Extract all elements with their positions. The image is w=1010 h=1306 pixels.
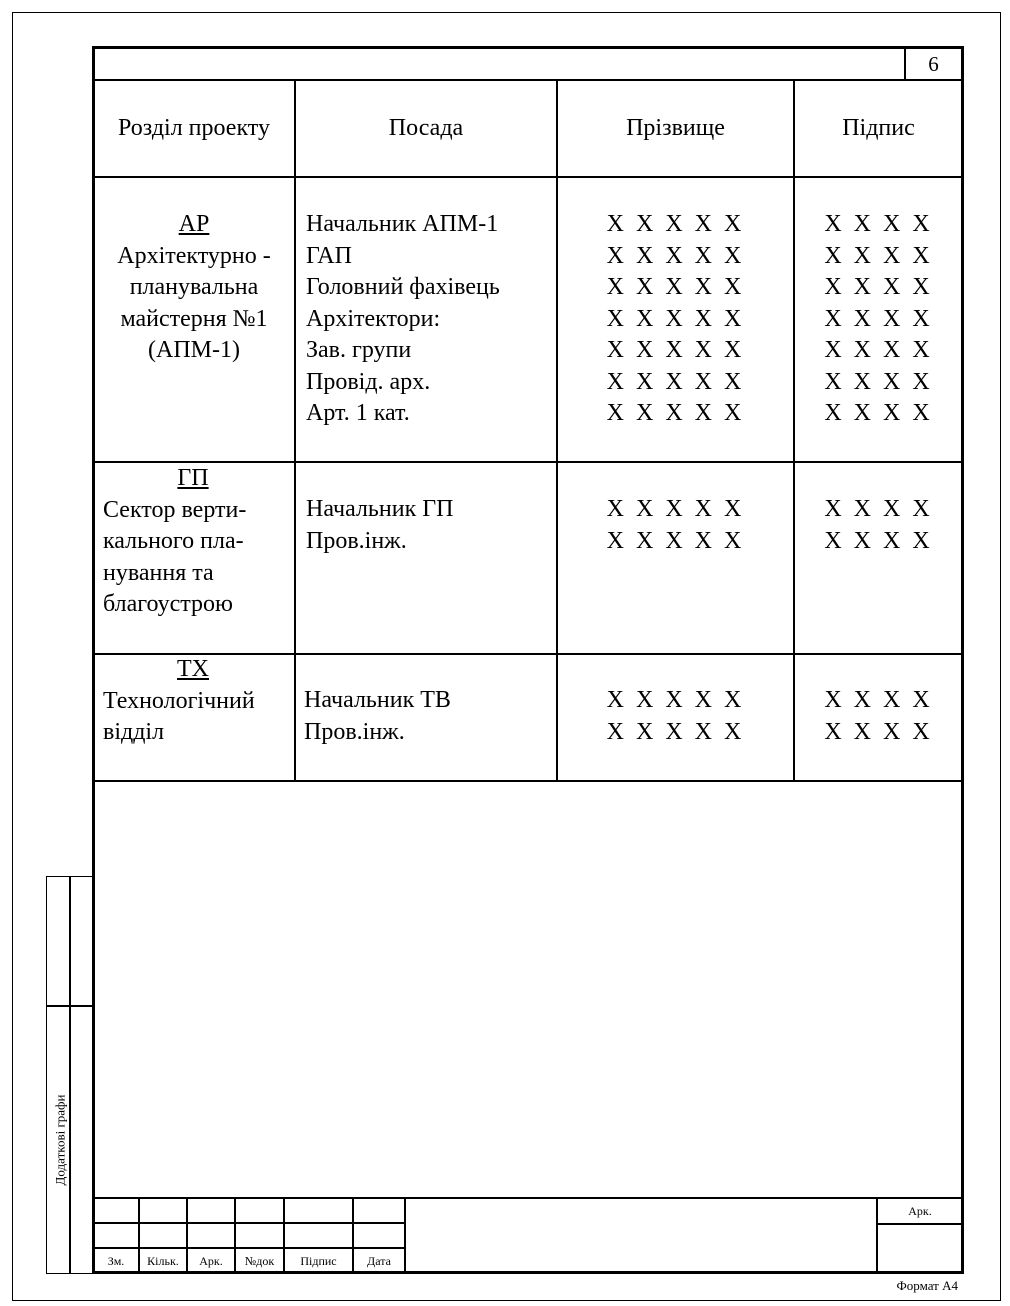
table-row-surnames: X X X X X X X X X X xyxy=(606,687,745,745)
table-row-surnames: X X X X X X X X X X xyxy=(606,496,745,554)
table-row-positions: Начальник ГП Пров.інж. xyxy=(306,496,454,554)
sheet-label: Арк. xyxy=(908,1203,932,1218)
table-row-positions: Начальник АПМ-1 ГАП Головний фахівець Архітектори: Зав. групи Провід. арх. Арт. 1 кат. xyxy=(306,211,500,426)
section-code: АР xyxy=(178,211,210,237)
table-row-section: ТХ Технологічний відділ xyxy=(103,654,293,749)
col-doc-number: №док xyxy=(244,1253,275,1268)
section-code: ГП xyxy=(177,465,209,491)
header-signature: Підпис xyxy=(842,114,915,141)
table-row-signatures: X X X X X X X X X X X X X X X X X X X X X X X X X X X X xyxy=(824,211,933,426)
col-change: Зм. xyxy=(107,1253,125,1268)
table-row-signatures: X X X X X X X X xyxy=(824,687,933,745)
col-date: Дата xyxy=(367,1253,391,1268)
table-row-signatures: X X X X X X X X xyxy=(824,496,933,554)
header-position: Посада xyxy=(388,114,464,141)
col-sheet: Арк. xyxy=(199,1253,223,1268)
table-row-surnames: X X X X X X X X X X X X X X X X X X X X X X X X X X X X X X X X X X X xyxy=(606,211,745,426)
table-row-positions: Начальник ТВ Пров.інж. xyxy=(304,687,451,745)
section-code: ТХ xyxy=(177,656,209,682)
table-row-section: ГП Сектор верти- кального пла- нування та благоустрою xyxy=(103,463,293,621)
page-number: 6 xyxy=(928,51,939,76)
side-label: Додаткові графи xyxy=(52,1094,67,1186)
col-quantity: Кільк. xyxy=(147,1253,179,1268)
header-surname: Прізвище xyxy=(626,114,725,141)
format-label: Формат А4 xyxy=(896,1278,958,1293)
header-section: Розділ проекту xyxy=(118,114,270,141)
col-signature: Підпис xyxy=(300,1253,337,1268)
table-row-section: АР Архітектурно - планувальна майстерня №1 (АПМ-1) xyxy=(94,209,294,367)
